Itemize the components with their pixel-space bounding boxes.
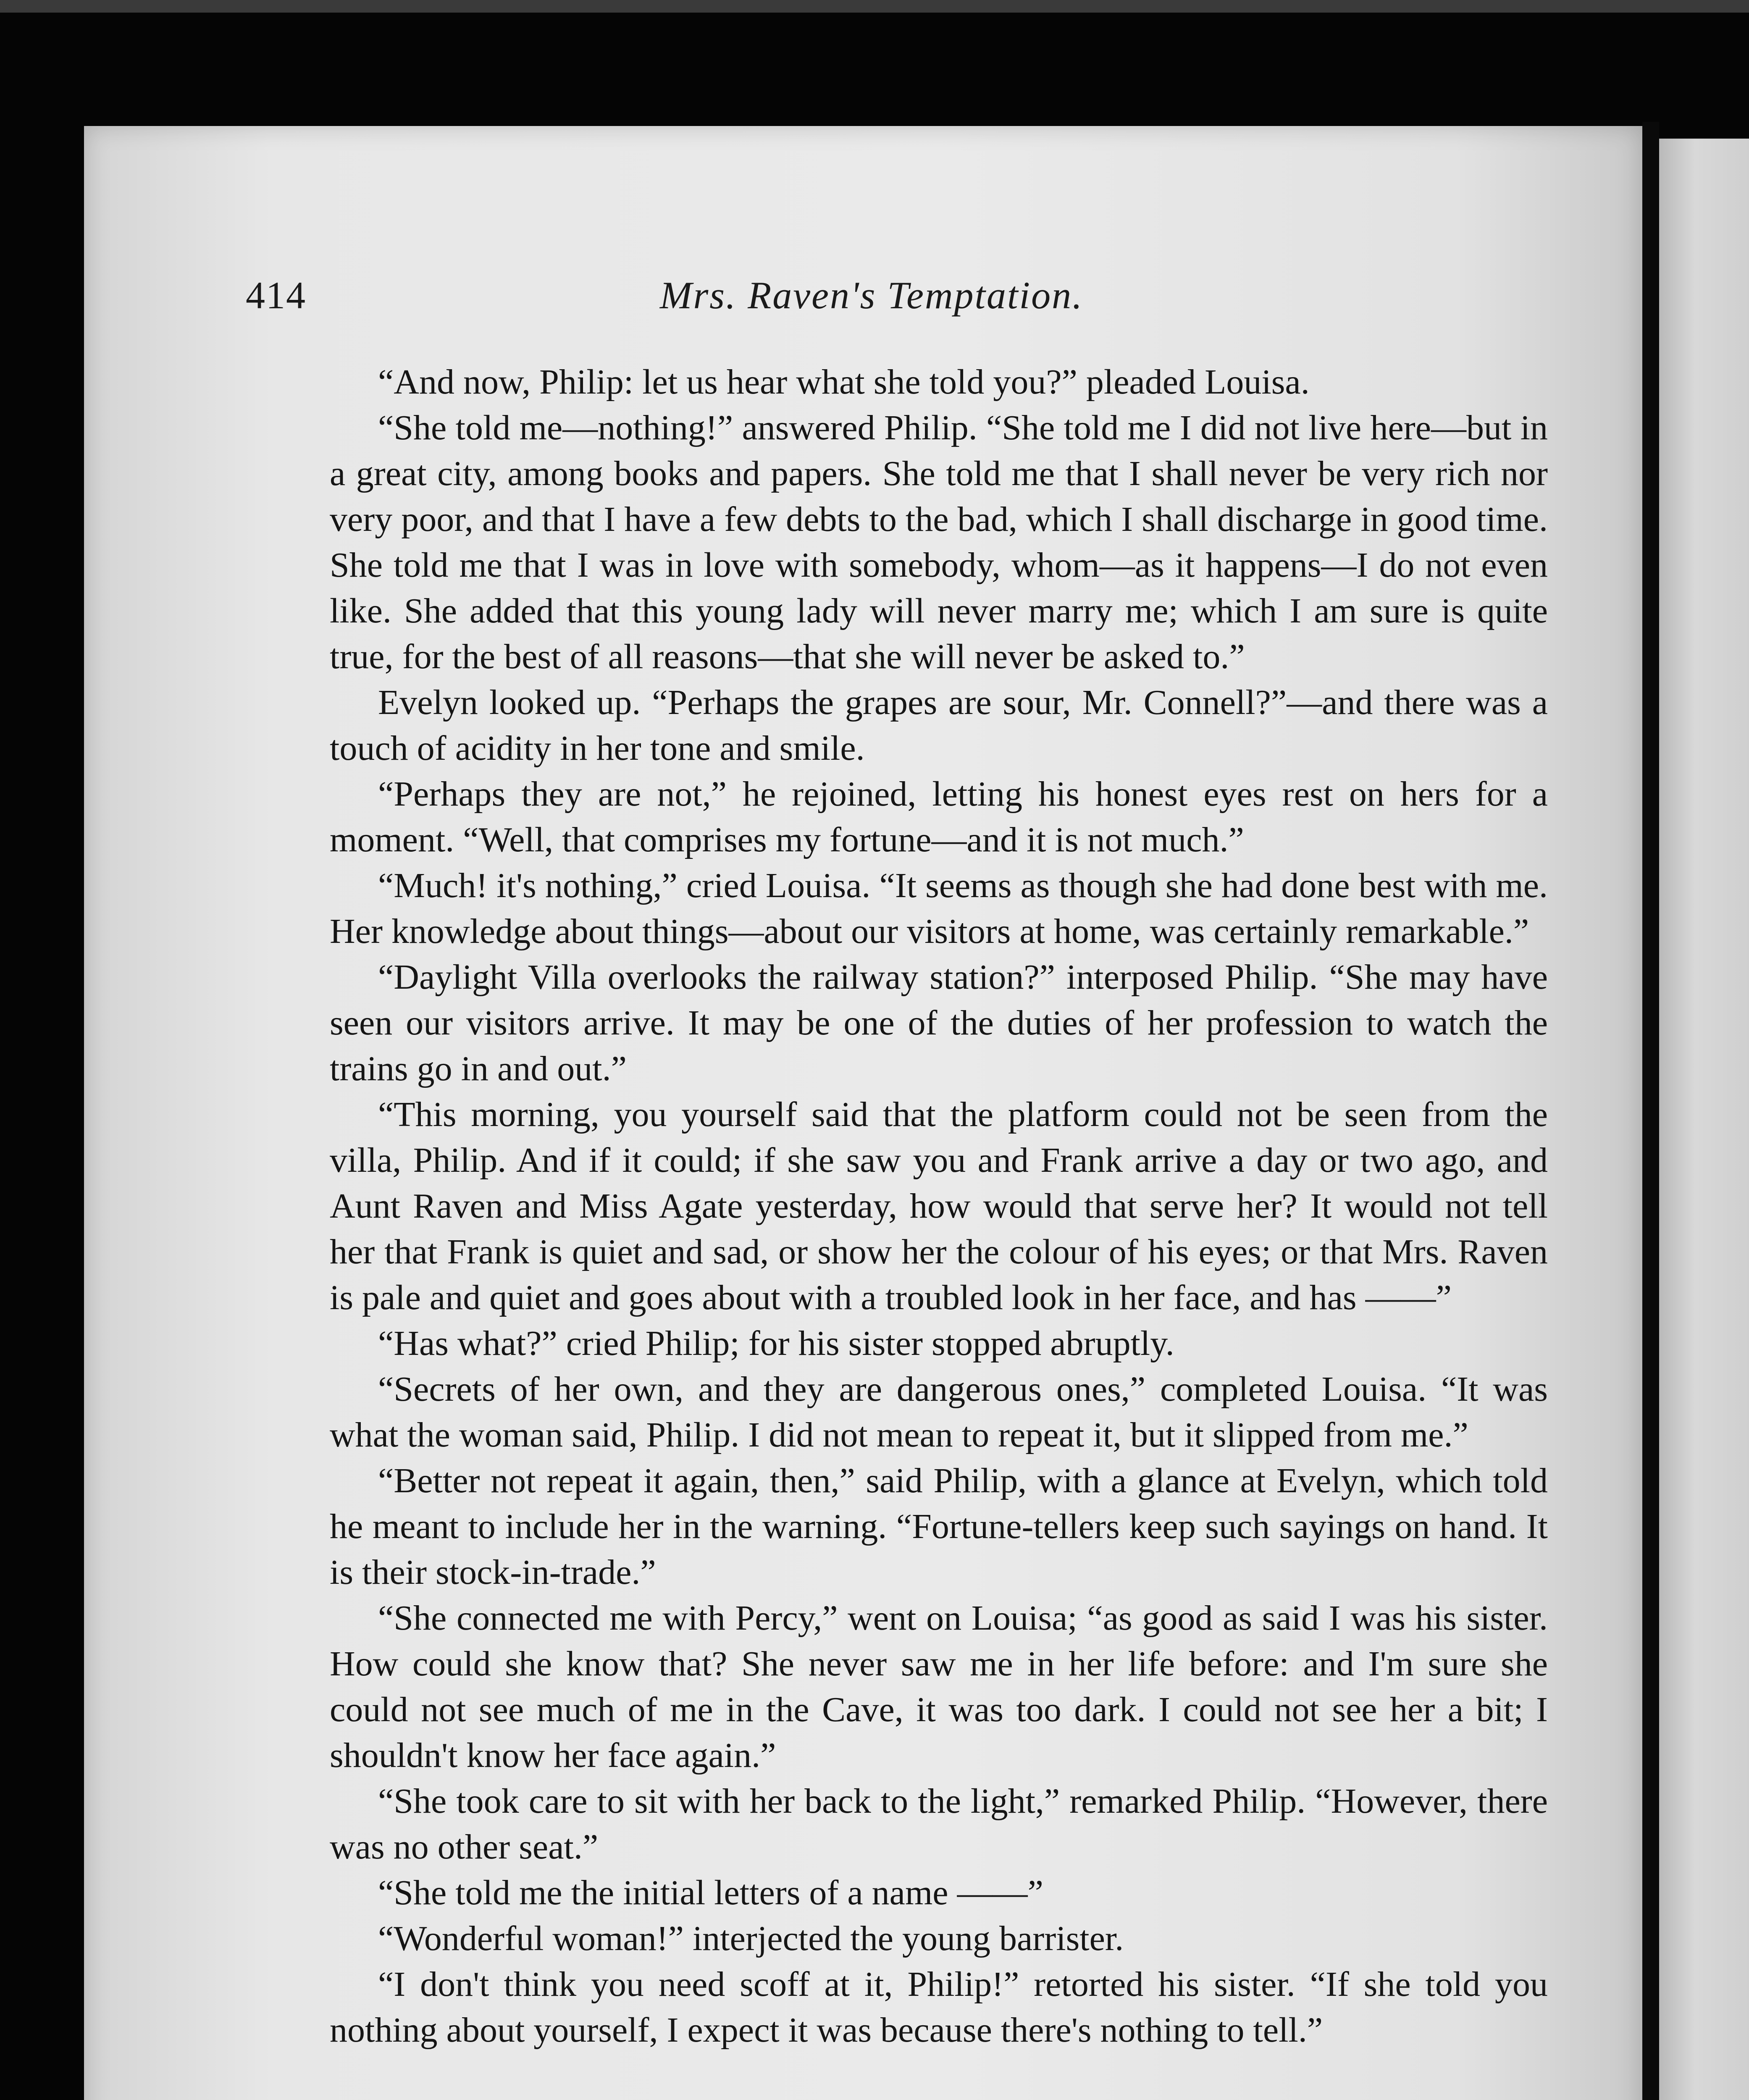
paragraph: “She told me—nothing!” answered Philip. “She told me I did not live here—but in a great city, among books and papers. She told me that I shall never be very rich nor very poor, and that I have a few debts to the bad, which I shall discharge in good time. She told me that I was in love with somebody, whom—as it happens—I do not even like. She added that this young lady will never marry me; which I am sure is quite true, for the best of all reasons—that she will never be asked to.” [330, 408, 1548, 676]
paragraph: “I don't think you need scoff at it, Philip!” retorted his sister. “If she told you nothing about yourself, I expect it was because there's nothing to tell.” [330, 1965, 1548, 2050]
paragraph: “Wonderful woman!” interjected the young barrister. [378, 1919, 1124, 1958]
page-number: 414 [246, 274, 306, 317]
running-head: Mrs. Raven's Temptation. [659, 274, 1084, 317]
paragraph: “Much! it's nothing,” cried Louisa. “It seems as though she had done best with me. Her knowledge about things—about our visitors at home, was certainly remarkable.” [330, 866, 1548, 951]
book-gutter [1642, 122, 1659, 2100]
page-body [330, 359, 1548, 2053]
paragraph: “She took care to sit with her back to the light,” remarked Philip. “However, there was no other seat.” [330, 1782, 1548, 1866]
paragraph: “She connected me with Percy,” went on Louisa; “as good as said I was his sister. How could she know that? She never saw me in her life before: and I'm sure she could not see much of me in the Cave, it was too dark. I could not see her a bit; I shouldn't know her face again.” [330, 1599, 1548, 1775]
paragraph: Evelyn looked up. “Perhaps the grapes are sour, Mr. Connell?”—and there was a touch of acidity in her tone and smile. [330, 683, 1548, 768]
scan-top-edge [0, 0, 1749, 13]
paragraph: “This morning, you yourself said that the platform could not be seen from the villa, Philip. And if it could; if she saw you and Frank arrive a day or two ago, and Aunt Raven and Miss Agate yesterday, how would that serve her? It would not tell her that Frank is quiet and sad, or show her the colour of his eyes; or that Mrs. Raven is pale and quiet and goes about with a troubled look in her face, and has ——” [330, 1095, 1548, 1317]
paragraph: “Has what?” cried Philip; for his sister stopped abruptly. [378, 1324, 1174, 1363]
paragraph: “Perhaps they are not,” he rejoined, letting his honest eyes rest on hers for a moment. “Well, that comprises my fortune—and it is not much.” [330, 774, 1548, 859]
paragraph: “And now, Philip: let us hear what she told you?” pleaded Louisa. [378, 362, 1310, 402]
paragraph: “Better not repeat it again, then,” said Philip, with a glance at Evelyn, which told he meant to include her in the warning. “Fortune-tellers keep such sayings on hand. It is their stock-in-trade.” [330, 1461, 1548, 1592]
page-header [246, 273, 1497, 332]
paragraph: “Secrets of her own, and they are dangerous ones,” completed Louisa. “It was what the woman said, Philip. I did not mean to repeat it, but it slipped from me.” [330, 1370, 1548, 1454]
paragraph: “She told me the initial letters of a name ——” [378, 1873, 1043, 1912]
facing-page-edge [1659, 139, 1749, 2100]
paragraph: “Daylight Villa overlooks the railway station?” interposed Philip. “She may have seen our visitors arrive. It may be one of the duties of her profession to watch the trains go in and out.” [330, 958, 1548, 1088]
